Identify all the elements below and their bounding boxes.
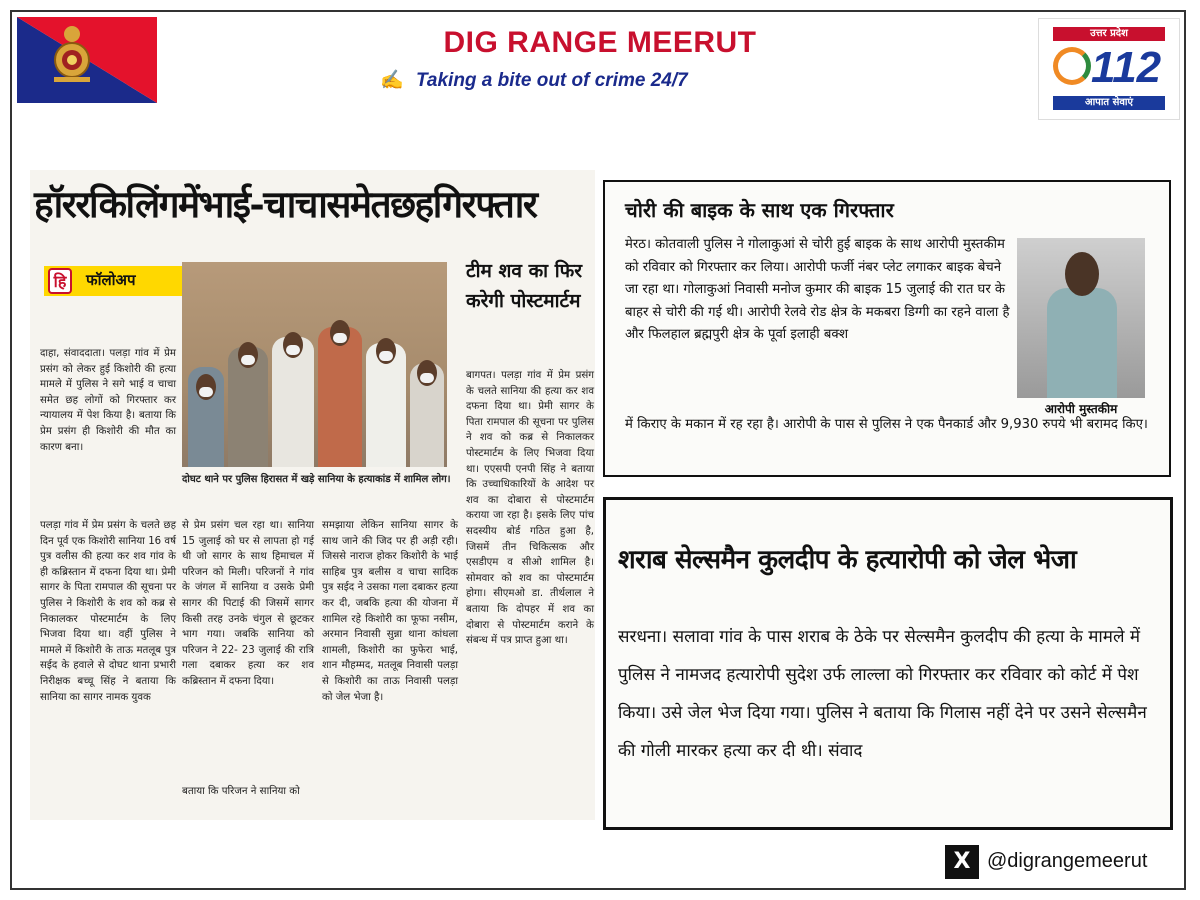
article2-body: मेरठ। कोतवाली पुलिस ने गोलाकुआं से चोरी हुई बाइक के साथ आरोपी मुस्तकीम को रविवार को गिरफ्तार कर लिया। आरोपी फर्जी नंबर प्लेट लगाकर बाइक बेचने जा रहा था। गोलाकुआं निवासी मनोज कुमार की बाइक 15 जुलाई की रात घर के बाहर से चोरी की गई थी। आरोपी रेलवे रोड क्षेत्र के मकबरा डिग्गी का रहने वाला है और फिलहाल ब्रह्मपुरी क्षेत्र के पूर्वा इलाही बक्श	[625, 237, 1010, 342]
article1-col1b: पलड़ा गांव में प्रेम प्रसंग के चलते छह दिन पूर्व एक किशोरी सानिया 16 वर्ष पुत्र वलीस की हत्या कर शव गांव के ही कब्रिस्तान में दफना दिया था। प्रेमी सागर के पिता रामपाल की सूचना पर पुलिस ने किशोरी के शव को कब्र से निकालकर पोस्टमार्टम के लिए भिजवा दिया था। वहीं पुलिस ने मामले में किशोरी के ताऊ मतलूब पुत्र सईद के हवाले से दोघट थाना प्रभारी निरीक्षक बच्चू सिंह ने बताया कि सानिया का सागर नामक युवक	[40, 520, 176, 703]
social-handle[interactable]: @digrangemeerut	[987, 850, 1148, 872]
page-title: DIG RANGE MEERUT	[443, 26, 757, 59]
up-police-emblem-icon	[48, 24, 96, 84]
x-logo-icon: X	[945, 845, 979, 879]
article-salesman-murder	[603, 497, 1173, 830]
accused-caption: आरोपी मुस्तकीम	[1044, 402, 1118, 416]
tagline	[380, 68, 860, 92]
accused-photo	[1017, 238, 1145, 398]
logo-112-top: उत्तर प्रदेश	[1053, 27, 1165, 41]
up-112-logo	[1038, 18, 1180, 120]
article3-headline: शराब सेल्समैन कुलदीप के हत्यारोपी को जेल भेजा	[618, 545, 1077, 575]
logo-112-number: 112	[1091, 43, 1162, 92]
article1-col3: समझाया लेकिन सानिया सागर के साथ जाने की जिद पर ही अड़ी रही। जिससे नाराज होकर किशोरी के भाई साहिब पुत्र बलीस व चाचा सादिक पुत्र सईद ने उसका गला दबाकर हत्या कर दी, जबकि हत्या की योजना में शामिल रहे किशोरी का फूफा नसीम, अरमान निवासी सुन्ना थाना कांधला शामली, किशोरी का फुफेरा भाई, शान मौहम्मद, मतलूब निवासी पलड़ा से किशोरी का ताऊ निवासी पलड़ा को जेल भेजा है।	[322, 520, 458, 703]
article1-subheadline: टीम शव का फिर करेगी पोस्टमार्टम	[466, 260, 583, 312]
accused-group-photo	[182, 262, 447, 467]
article-bike-theft	[603, 180, 1171, 477]
article1-col4: बागपत। पलड़ा गांव में प्रेम प्रसंग के चलते सानिया की हत्या कर शव दफना दिया था। प्रेमी सागर के पिता रामपाल की सूचना पर पुलिस ने शव को कब्र से निकालकर पोस्टमार्टम के लिए भिजवा दिया था। एएसपी एनपी सिंह ने बताया कि उच्चाधिकारियों के आदेश पर शव का दोबारा से पोस्टमार्टम कराया जा रहा है। इसके लिए पांच सदस्यीय बोर्ड गठित हुआ है, जिसमें तीन चिकित्सक और एसडीएम व सीओ शामिल है। सोमवार को शव का पोस्टमार्टम होगा। सीएमओ डा. तीर्थलाल ने बताया कि दोपहर में शव का दोबारा से पोस्टमार्टम कराने के संबन्ध में पत्र प्राप्त हुआ था।	[466, 370, 594, 647]
article1-col2: से प्रेम प्रसंग चल रहा था। सानिया 15 जुलाई को घर से लापता हो गई थी जो सागर के साथ हिमाचल में परिजन को मिली। परिजनों ने गांव के जंगल में सानिया व उसके प्रेमी सागर की पिटाई की जिसमें सागर किसी तरह उनके चंगुल से छूटकर भाग गया। जबकि सानिया को परिजन ने 22- 23 जुलाई की रात्रि गला दबाकर हत्या कर शव कब्रिस्तान में दफना दिया।	[182, 520, 314, 687]
hindustan-logo-icon: हि	[48, 268, 72, 294]
photo-caption: दोघट थाने पर पुलिस हिरासत में खड़े सानिया के हत्याकांड में शामिल लोग।	[182, 474, 451, 485]
logo-112-bottom: आपात सेवाएं	[1053, 96, 1165, 110]
article2-headline: चोरी की बाइक के साथ एक गिरफ्तार	[625, 198, 894, 222]
article1-col2b: बताया कि परिजन ने सानिया को	[182, 786, 300, 797]
article1-col1: दाहा, संवाददाता। पलड़ा गांव में प्रेम प्रसंग को लेकर हुई किशोरी की हत्या मामले में पुलिस ने सगे भाई व चाचा समेत छह लोगों को गिरफ्तार कर न्यायालय में पेश किया है। बताया कि प्रेम प्रसंग ही किशोरी की मौत का कारण बना।	[40, 348, 176, 453]
article1-headline: हॉररकिलिंगमेंभाई-चाचासमेतछहगिरफ्तार	[34, 182, 537, 226]
article2-body-end: में किराए के मकान में रह रहा है। आरोपी के पास से पुलिस ने एक पैनकार्ड और 9,930 रुपये भी बरामद किए।	[625, 417, 1148, 432]
article-horror-killing	[30, 170, 595, 820]
followup-badge	[44, 266, 194, 296]
writing-hand-icon: ✍	[380, 70, 404, 91]
phone-ring-icon	[1053, 47, 1091, 85]
tagline-text: Taking a bite out of crime 24/7	[416, 70, 688, 91]
followup-label: फॉलोअप	[86, 271, 136, 289]
article3-body: सरधना। सलावा गांव के पास शराब के ठेके पर सेल्समैन कुलदीप की हत्या के मामले में पुलिस ने नामजद हत्यारोपी सुदेश उर्फ लाल्ला को गिरफ्तार कर रविवार को कोर्ट में पेश किया। उसे जेल भेज दिया गया। पुलिस ने बताया कि गिलास नहीं देने पर उसने सेल्समैन की गोली मारकर हत्या कर दी थी। संवाद	[618, 627, 1147, 761]
